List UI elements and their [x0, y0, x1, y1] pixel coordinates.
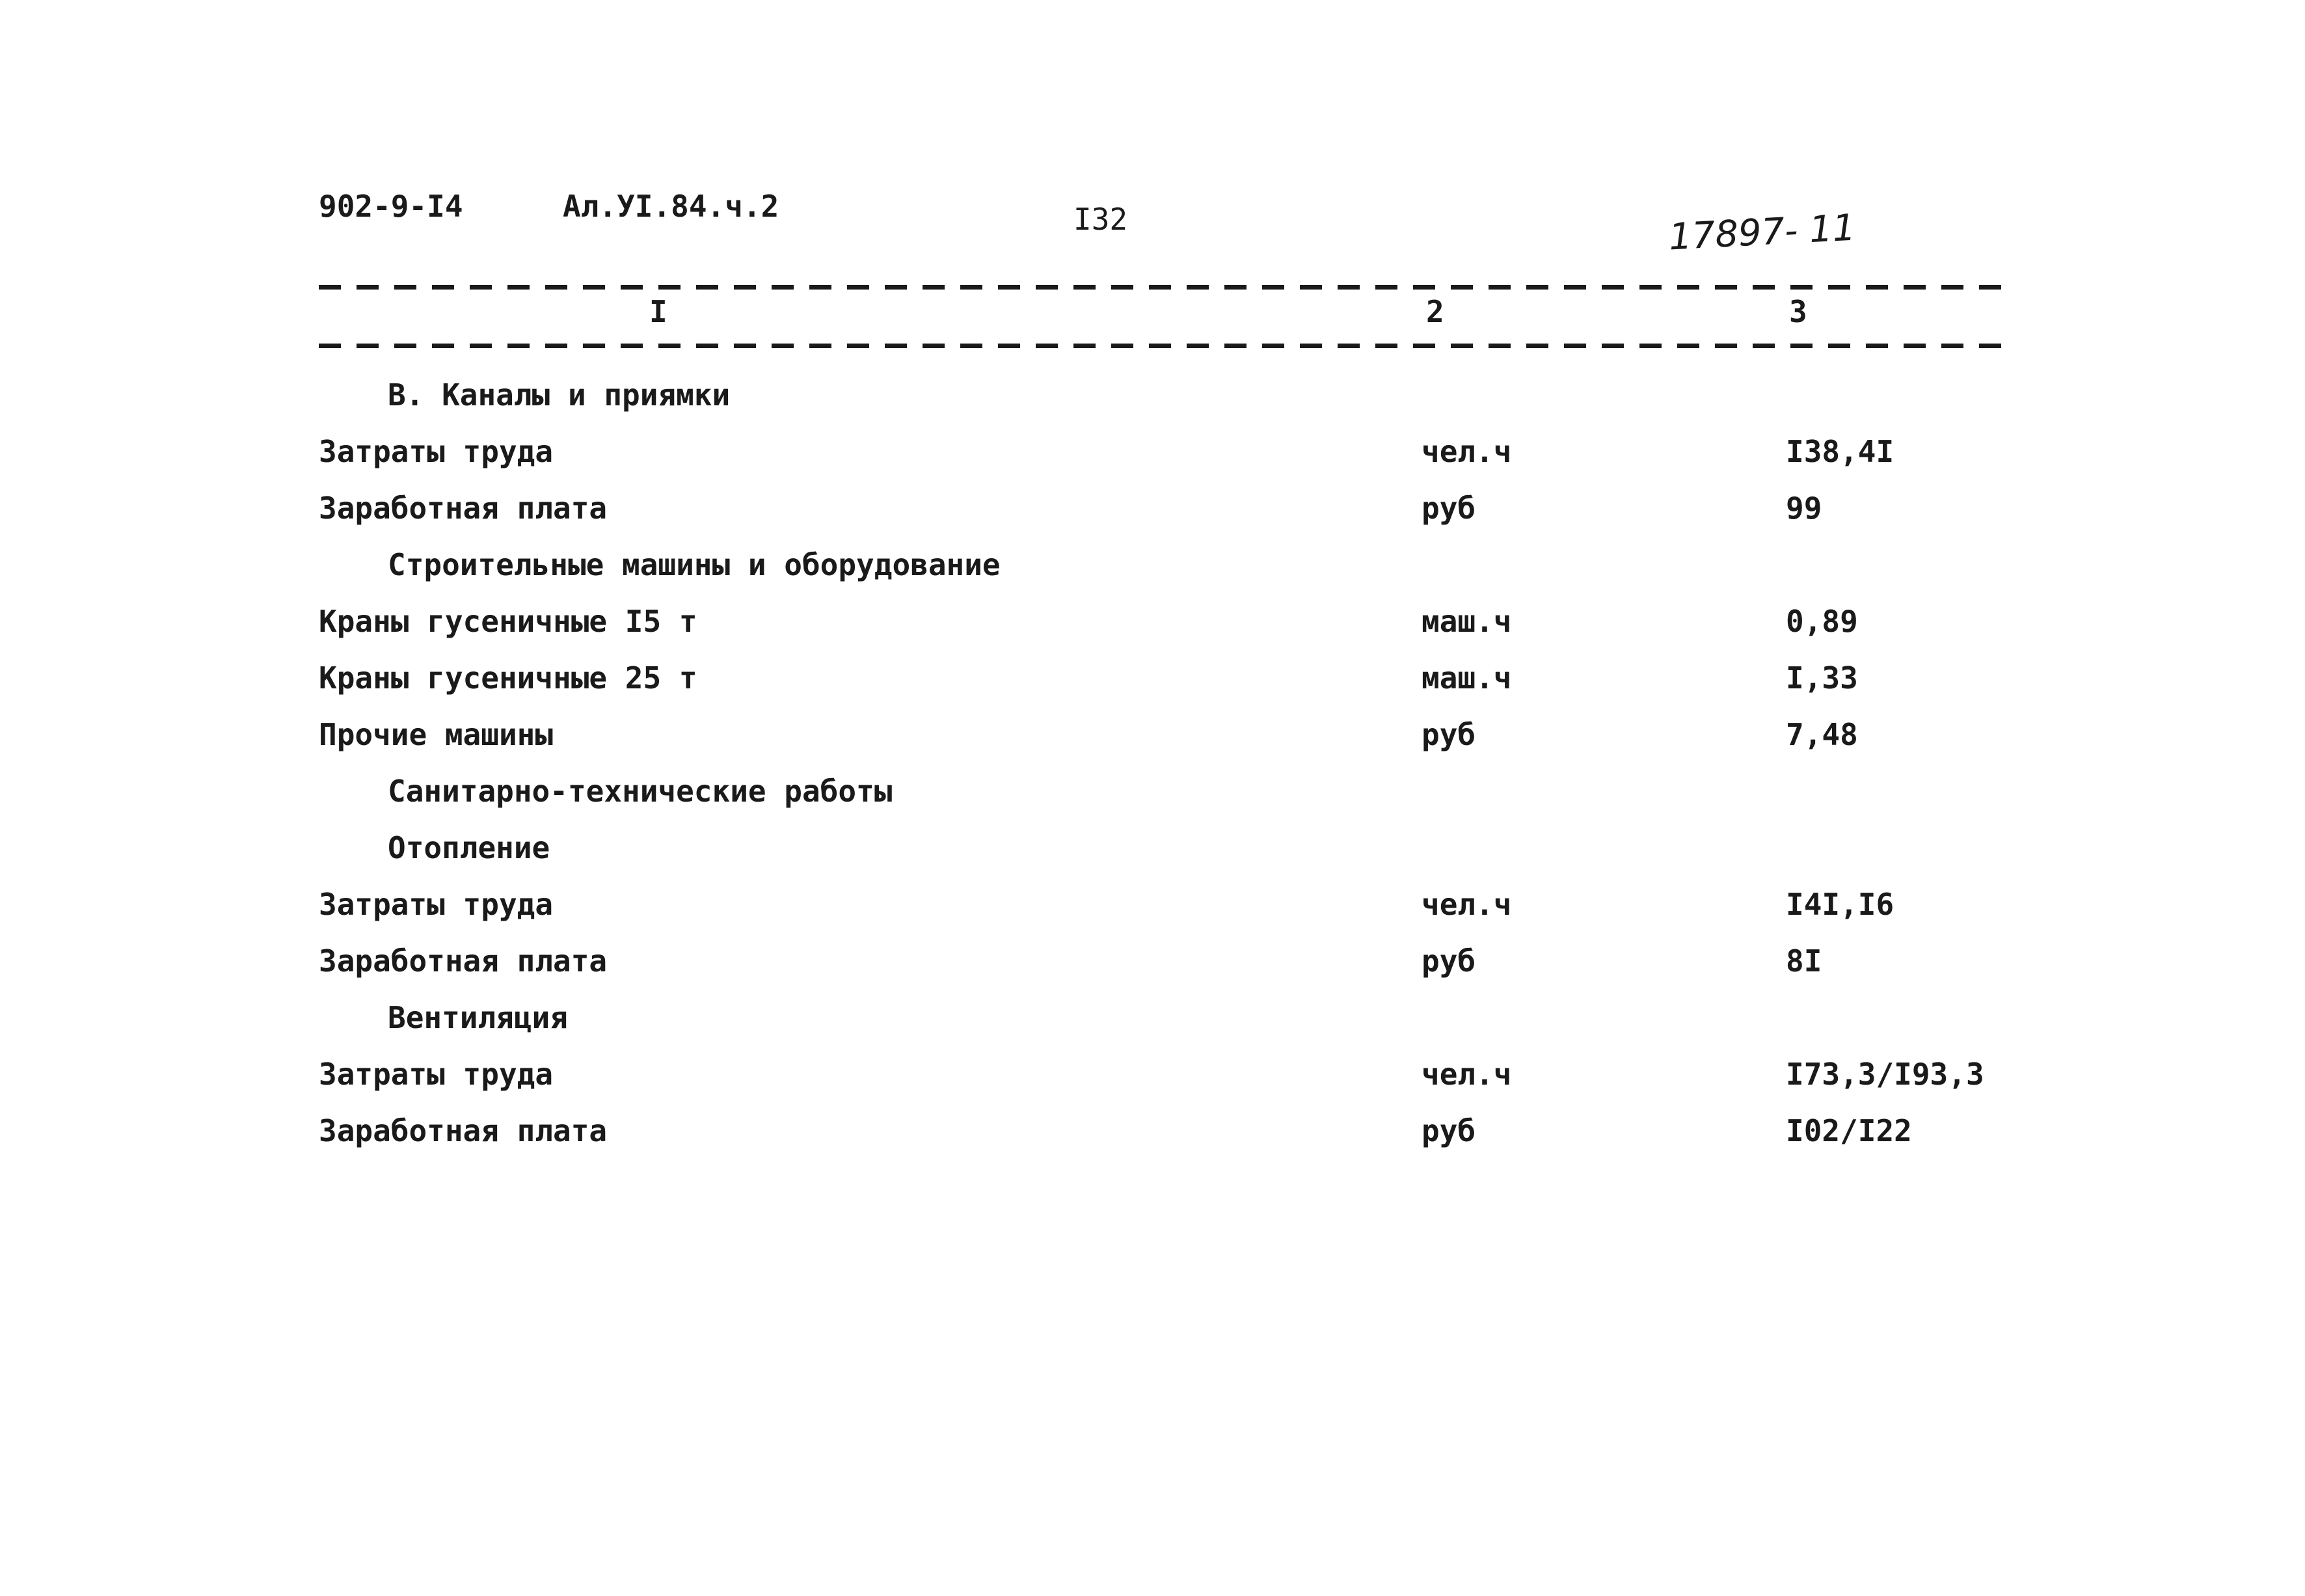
row-value: 99	[1786, 491, 1822, 526]
page-number: I32	[1073, 202, 1128, 237]
row-unit: чел.ч	[1422, 434, 1512, 469]
section-heading: Вентиляция	[388, 1000, 568, 1035]
table-row	[0, 1000, 2305, 1057]
column-header-1: I	[649, 294, 667, 329]
table-row	[0, 1113, 2305, 1170]
table-row	[0, 660, 2305, 717]
table-row	[0, 491, 2305, 547]
section-heading: Строительные машины и оборудование	[388, 547, 1001, 582]
handwritten-stamp: 17897- 11	[1667, 206, 1857, 259]
row-value: 7,48	[1786, 717, 1858, 752]
row-unit: руб	[1422, 1113, 1476, 1148]
column-header-3: 3	[1789, 294, 1807, 329]
row-value: I73,3/I93,3	[1786, 1057, 1984, 1092]
section-heading: Санитарно-технические работы	[388, 774, 893, 809]
row-value: 8I	[1786, 943, 1822, 979]
row-value: 0,89	[1786, 604, 1858, 639]
table-row	[0, 943, 2305, 1000]
table-row	[0, 434, 2305, 491]
row-name: Краны гусеничные 25 т	[319, 660, 697, 696]
row-name: Затраты труда	[319, 1057, 554, 1092]
table-body	[0, 377, 2305, 1170]
table-row	[0, 830, 2305, 887]
table-row	[0, 774, 2305, 830]
row-name: Заработная плата	[319, 943, 608, 979]
section-heading: Отопление	[388, 830, 550, 865]
row-value: I38,4I	[1786, 434, 1894, 469]
row-name: Заработная плата	[319, 491, 608, 526]
row-name: Заработная плата	[319, 1113, 608, 1148]
table-header-divider	[319, 344, 2004, 348]
table-row	[0, 717, 2305, 774]
row-name: Затраты труда	[319, 887, 554, 922]
row-value: I4I,I6	[1786, 887, 1894, 922]
row-unit: маш.ч	[1422, 660, 1512, 696]
row-unit: чел.ч	[1422, 887, 1512, 922]
row-unit: руб	[1422, 491, 1476, 526]
row-value: I02/I22	[1786, 1113, 1912, 1148]
row-name: Краны гусеничные I5 т	[319, 604, 697, 639]
row-unit: маш.ч	[1422, 604, 1512, 639]
section-heading: В. Каналы и приямки	[388, 377, 731, 413]
row-unit: руб	[1422, 717, 1476, 752]
album-reference: Ал.УI.84.ч.2	[563, 189, 779, 224]
row-unit: чел.ч	[1422, 1057, 1512, 1092]
table-row	[0, 377, 2305, 434]
row-unit: руб	[1422, 943, 1476, 979]
table-row	[0, 547, 2305, 604]
table-row	[0, 1057, 2305, 1113]
table-top-divider	[319, 285, 2004, 290]
column-header-2: 2	[1426, 294, 1444, 329]
project-code: 902-9-I4	[319, 189, 463, 224]
row-name: Затраты труда	[319, 434, 554, 469]
table-row	[0, 887, 2305, 943]
row-value: I,33	[1786, 660, 1858, 696]
table-row	[0, 604, 2305, 660]
row-name: Прочие машины	[319, 717, 554, 752]
